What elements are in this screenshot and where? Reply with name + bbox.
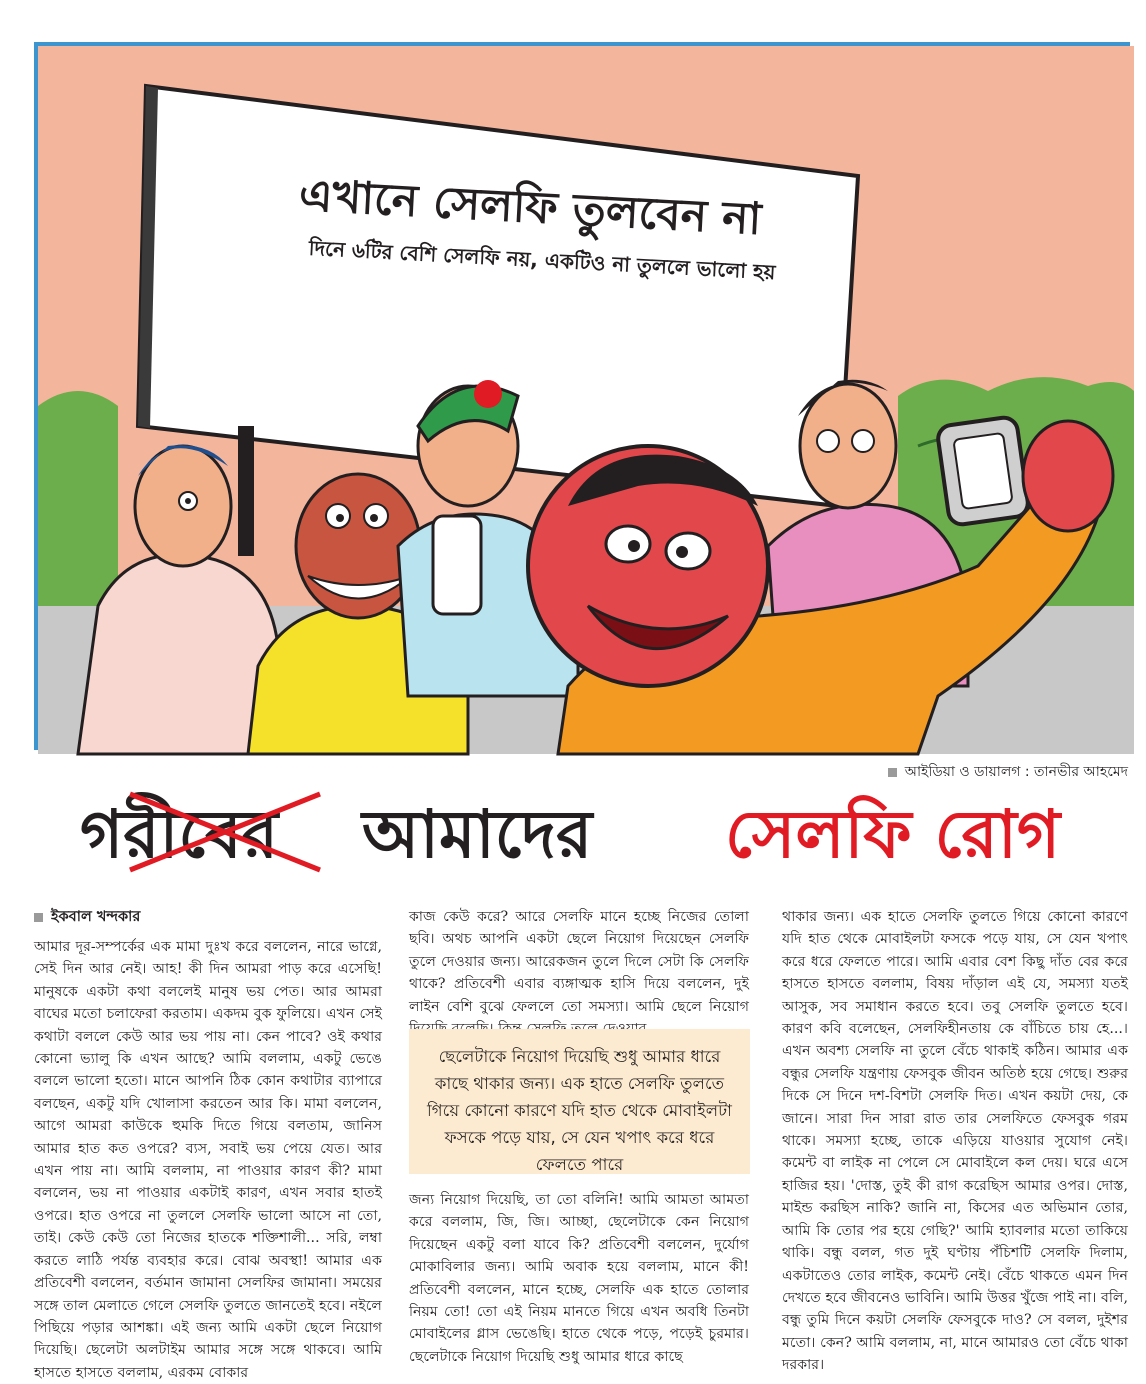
headline-middle-word: আমাদের bbox=[362, 796, 593, 873]
bullet-square-icon bbox=[888, 768, 897, 777]
headline bbox=[70, 778, 1110, 878]
strike-through-mark bbox=[70, 778, 330, 878]
bullet-square-icon bbox=[34, 913, 43, 922]
cartoon-illustration bbox=[34, 42, 1130, 750]
headline-red-words: সেলফি রোগ bbox=[725, 796, 1061, 873]
cartoon-drawing bbox=[38, 46, 1134, 754]
billboard-subtitle: দিনে ৬টির বেশি সেলফি নয়, একটিও না তুললে ভালো হয় bbox=[308, 235, 776, 285]
article-column-2-top: কাজ কেউ করে? আরে সেলফি মানে হচ্ছে নিজের তোলা ছবি। অথচ আপনি একটা ছেলে নিয়োগ দিয়েছেন সেলফি তুলে দেওয়ার জন্য। আরেকজন তুলে দিলে সেটা কি সেলফি থাকে? প্রতিবেশী এবার ব্যঙ্গাত্মক হাসি দিয়ে বললেন, দুই লাইন বেশি বুঝে ফেললে তো সমস্যা। আমি ছেলে নিয়োগ bbox=[409, 909, 749, 1015]
headline-struck-word: গরীবের bbox=[80, 796, 278, 873]
article-column-3: থাকার জন্য। এক হাতে সেলফি তুলতে গিয়ে কোনো কারণে যদি হাত থেকে মোবাইলটা ফসকে পড়ে যায়, সে যেন খপাৎ করে ধরে ফেলতে পারে। আমি এবার বেশ কিছু দাঁত বের করে হাসতে হাসতে বললাম, বিষয় দাঁড়াল এই যে, সমস্যা যতই আসুক, সব সমাধান করতে হবে। তবু সেলফি তুলতে হবে। কারণ কবি বলেছেন, সেলফিহীনতায় কে বাঁচিতে চায় হে...। এখন অবশ্য সেলফি না তুলে বেঁচে থাকাই কঠিন। আমার এক বন্ধুর সেলফি যন্ত্রণায় ফেসবুক জীবন অতিষ্ঠ হয়ে গেছে। শুরুর দিকে সে দিনে দশ-বিশটা সেলফি দিত। এখন কয়টা দেয়, কে জানে। সারা দিন সারা রাত তার সেলফিতে ফেসবুক গরম থাকে। সমস্যা হচ্ছে, তাকে এড়িয়ে যাওয়ার সুযোগ নেই। কমেন্ট বা লাইক না পেলে সে মোবাইলে কল দেয়। ঘরে এসে হাজির হয়। 'দোস্ত, তুই কী রাগ করেছিস আমার ওপর। দোস্ত, মাইন্ড করছিস নাকি? জানি না, কিসের এত অভিমান তোর, আমি কি তোর পর হয়ে গেছি?' আমি হ্যাবলার মতো তাকিয়ে থাকি। বন্ধু বলল, গত দুই ঘণ্টায় পঁচিশটি সেলফি দিলাম, একটাতেও তোর লাইক, কমেন্ট নেই। বেঁচে থাকতে এমন দিন দেখতে হবে জীবনেও ভাবিনি। আমি উত্তর খুঁজে পাই না। বলি, বন্ধু তুমি দিনে কয়টা সেলফি ফেসবুকে দাও? সে বলল, দুইশর মতো। কেন? আমি বললাম, না, মানে আমারও তো বেঁচে থাকা দরকার। bbox=[782, 909, 1128, 1374]
pull-quote: ছেলেটাকে নিয়োগ দিয়েছি শুধু আমার ধারে কাছে থাকার জন্য। এক হাতে সেলফি তুলতে গিয়ে কোনো কারণে যদি হাত থেকে মোবাইলটা ফসকে পড়ে যায়, সে যেন খপাৎ করে ধরে ফেলতে পারে bbox=[409, 1029, 750, 1174]
author-byline bbox=[34, 906, 140, 930]
article-column-2-bottom: জন্য নিয়োগ দিয়েছি, তা তো বলিনি! আমি আমতা আমতা করে বললাম, জি, জি। আচ্ছা, ছেলেটাকে কেন নিয়োগ দিয়েছেন একটু বলা যাবে কি? প্রতিবেশী বললেন, দুর্যোগ মোকাবিলার জন্য। আমি অবাক হয়ে বললাম, মানে কী! প্রতিবেশী বললেন, মানে হচ্ছে, সেলফি এক হাতে তোলার নিয়ম তো! তো এই নিয়ম মানতে গিয়ে এখন অবধি তিনটা মোবাইলের গ্লাস ভেঙেছি। হাতে থেকে পড়ে, পড়েই চুরমার। ছেলেটাকে নিয়োগ দিয়েছি শুধু আমার ধারে কাছে bbox=[409, 1192, 749, 1365]
article-column-1: আমার দূর-সম্পর্কের এক মামা দুঃখ করে বললেন, নারে ভাগ্নে, সেই দিন আর নেই। আহ! কী দিন আমরা পাড় করে এসেছি! মানুষকে একটা কথা বললেই মানুষ ভয় পেত। আর আমরা বাঘের মতো চলাফেরা করতাম। একদম বুক ফুলিয়ে। এখন সেই কথাটা বললে কেউ আর ভয় পায় না। কেন পাবে? ওই কথার কোনো ভ্যালু কি এখন আছে? আমি বললাম, একটু ভেঙে বললে ভালো হতো। মানে আপনি ঠিক কোন কথাটার ব্যাপারে বলছেন, একটু যদি খোলাসা করতেন আর কি। মামা বললেন, আগে আমরা কাউকে হুমকি দিতে গিয়ে বলতাম, জানিস আমার হাত কত ওপরে? ব্যস, সবাই ভয় পেয়ে যেত। আর এখন পায় না। আমি বললাম, না পাওয়ার কারণ কী? মামা বললেন, ভয় না পাওয়ার একটাই কারণ, এখন সবার হাতই ওপরে। হাত ওপরে না তুললে সেলফি ভালো আসে না তো, তাই। কেউ কেউ তো নিজের হাতকে শক্তিশালী... সরি, লম্বা করতে লাঠি পর্যন্ত ব্যবহার করে। বোঝ অবস্থা! আমার এক প্রতিবেশী বললেন, বর্তমান জামানা সেলফির জামানা। সময়ের সঙ্গে তাল মেলাতে গেলে সেলফি তুলতে জানতেই হবে। নইলে পিছিয়ে পড়ার আশঙ্কা। এই জন্য আমি একটা ছেলে নিয়োগ দিয়েছি। ছেলেটা অলটাইম আমার সঙ্গে সঙ্গে থাকবে। আমি হাসতে হাসতে বললাম, এরকম বোকার bbox=[34, 939, 382, 1381]
billboard-title: এখানে সেলফি তুলবেন না bbox=[297, 169, 763, 246]
credit-text: আইডিয়া ও ডায়ালগ : তানভীর আহমেদ bbox=[904, 764, 1128, 780]
author-name: ইকবাল খন্দকার bbox=[51, 909, 141, 925]
